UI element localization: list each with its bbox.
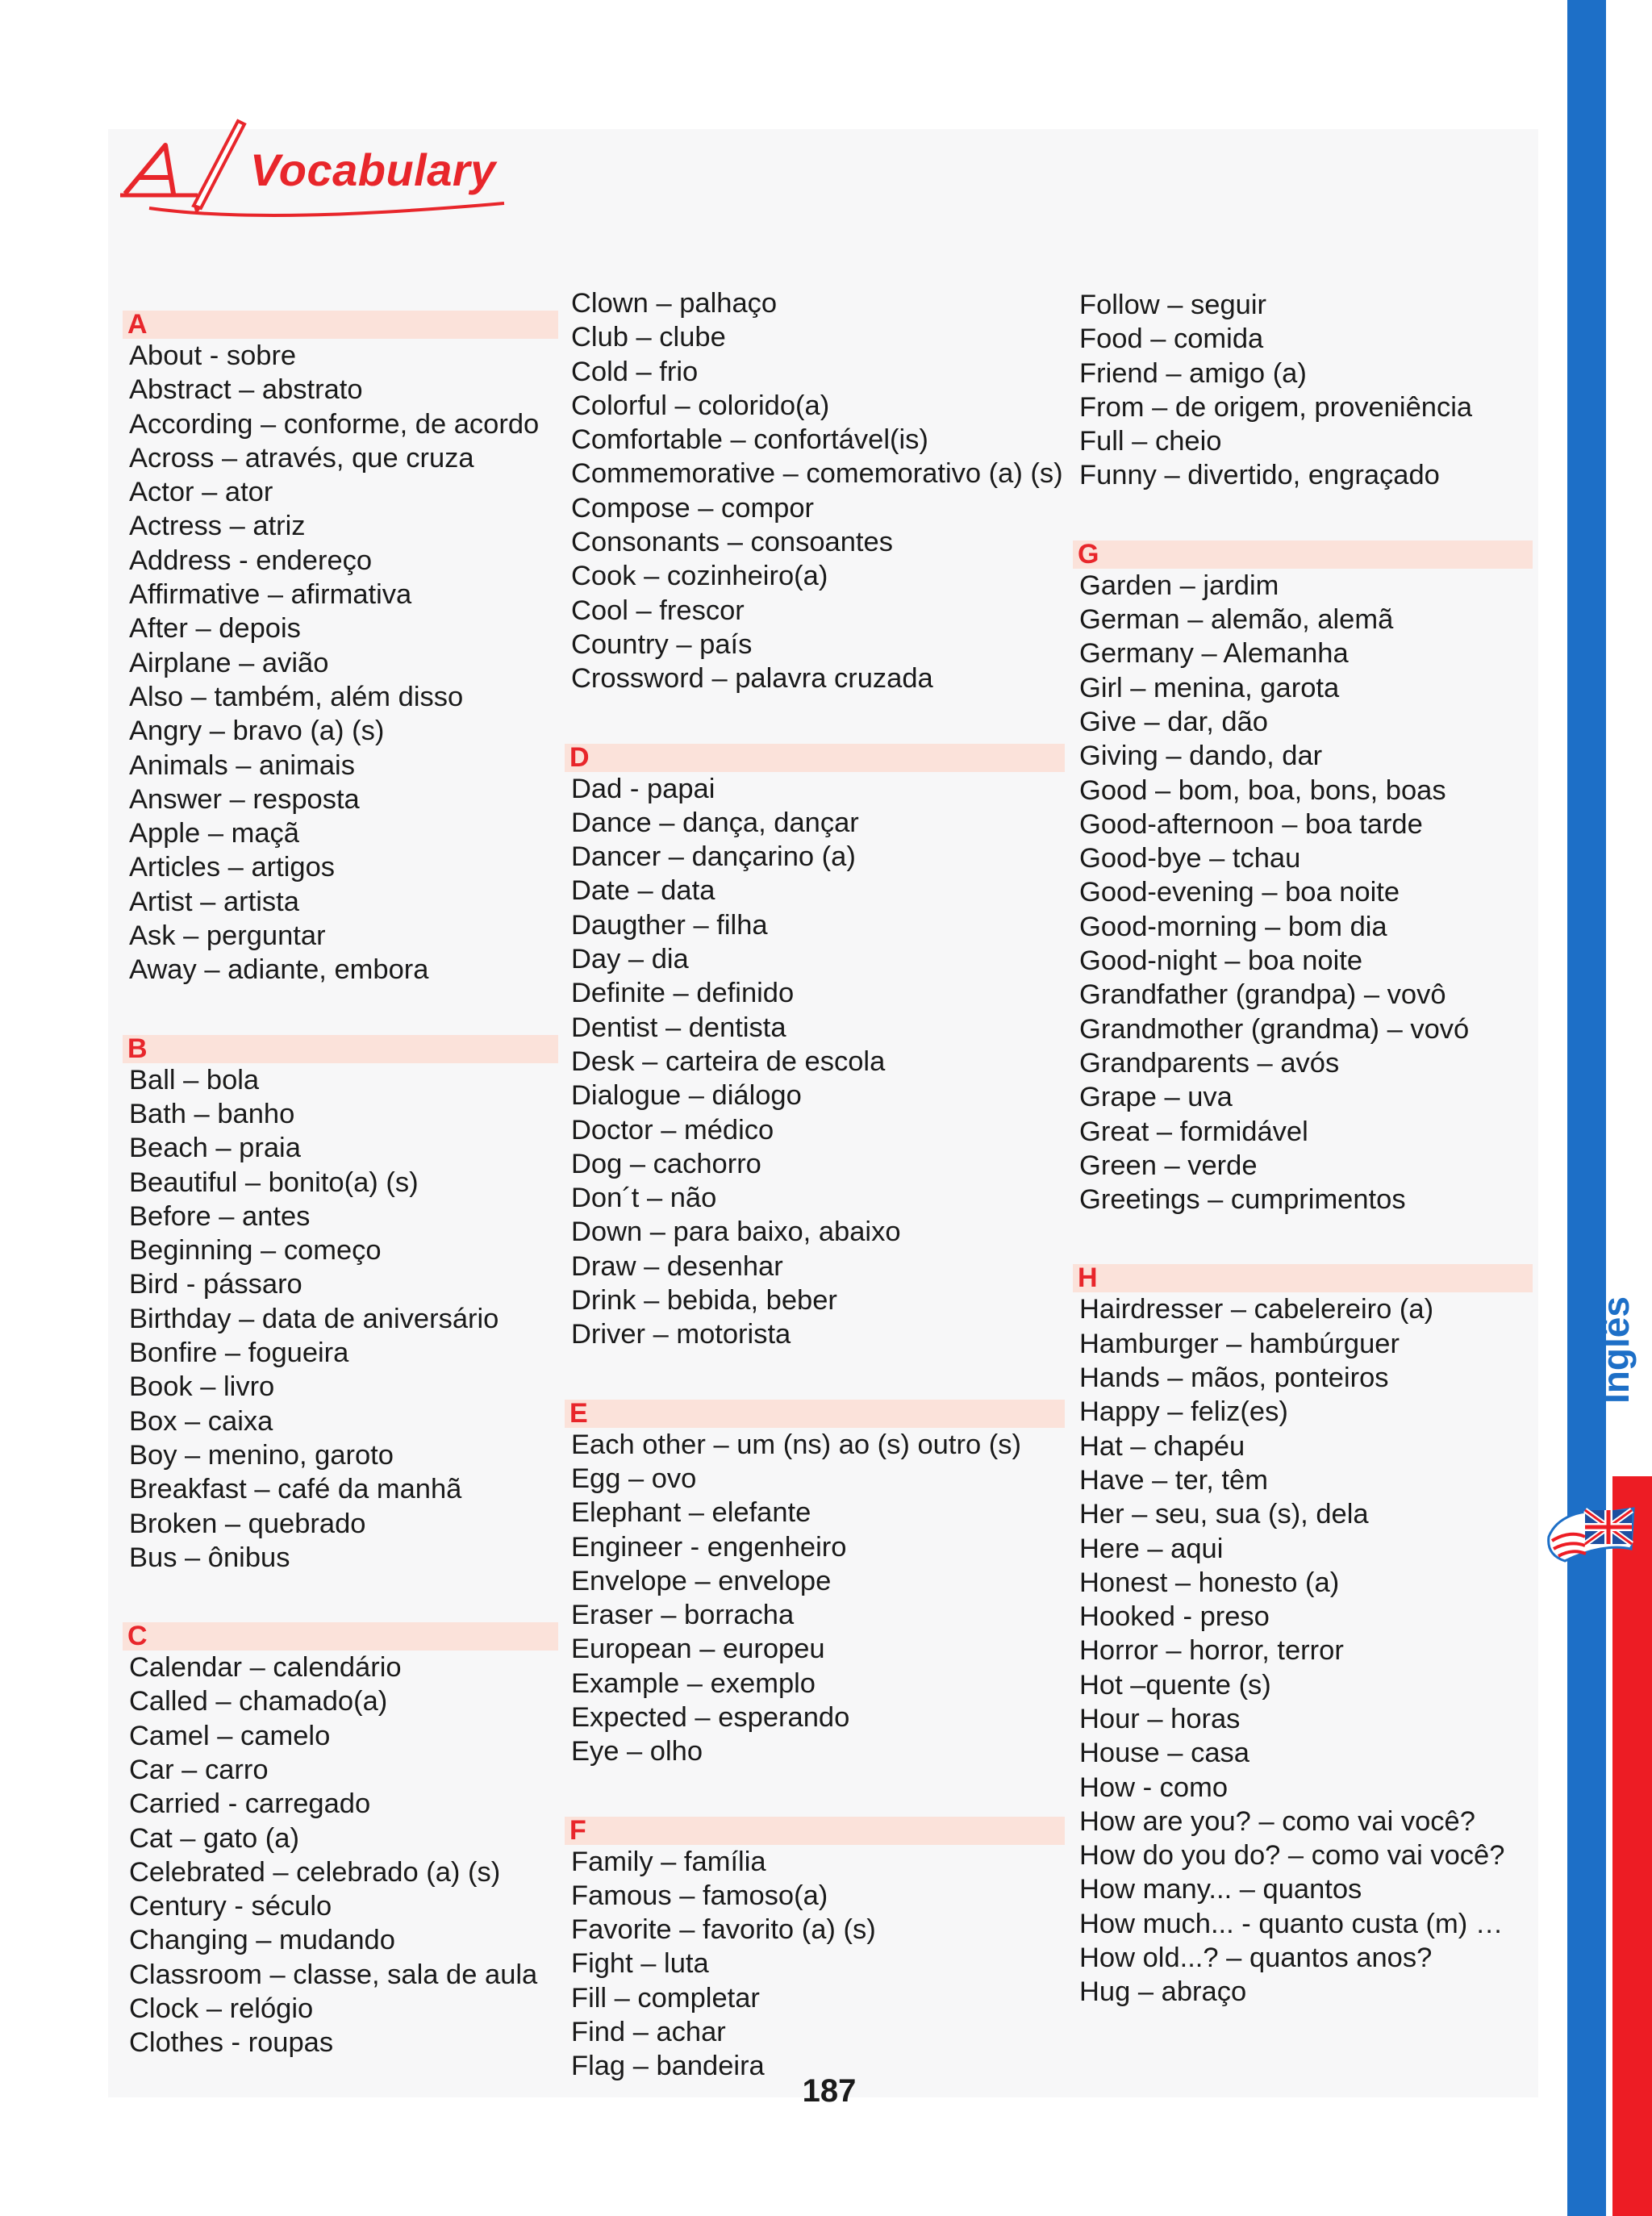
vocab-entry: Away – adiante, embora [129,954,429,986]
vocab-entry: Clock – relógio [129,1993,314,2025]
vocab-entry: Box – caixa [129,1405,273,1437]
vocab-entry: Century - século [129,1891,332,1922]
vocab-entry: Favorite – favorito (a) (s) [571,1914,876,1946]
vocab-entry: About - sobre [129,340,297,371]
vocab-entry: Garden – jardim [1079,570,1279,601]
vocab-entry: Angry – bravo (a) (s) [129,716,385,747]
vocab-entry: Address - endereço [129,545,373,576]
vocab-entry: Grandfather (grandpa) – vovô [1079,979,1446,1011]
vocab-entry: Drink – bebida, beber [571,1285,837,1317]
vocab-entry: Good-morning – bom dia [1079,911,1387,942]
vocab-entry: Down – para baixo, abaixo [571,1217,901,1248]
vocab-entry: Compose – compor [571,492,815,524]
vocab-entry: Germany – Alemanha [1079,638,1349,670]
vocab-column-1 [123,311,558,2060]
vocab-entry: Airplane – avião [129,647,329,678]
vocab-entry: Giving – dando, dar [1079,741,1323,772]
vocab-entry: Broken – quebrado [129,1508,366,1539]
vocab-column-2 [565,286,1065,2084]
vocab-entry: Good-evening – boa noite [1079,877,1400,908]
vocab-entry: How are you? – como vai você? [1079,1805,1475,1837]
vocab-entry: Bird - pássaro [129,1269,302,1300]
vocab-entry: Grandparents – avós [1079,1047,1340,1079]
vocab-entry: Egg – ovo [571,1463,697,1494]
vocab-entry: Hooked - preso [1079,1601,1270,1633]
vocab-entry: Consonants – consoantes [571,527,893,558]
vocab-entry: Commemorative – comemorativo (a) (s) [571,458,1063,490]
vocab-entry: Book – livro [129,1371,275,1403]
vocab-entry: Elephant – elefante [571,1497,811,1529]
vocab-entry: Good – bom, boa, bons, boas [1079,774,1446,806]
vocab-entry: According – conforme, de acordo [129,408,540,440]
vocab-entry: Driver – motorista [571,1319,791,1350]
vocab-entry: Called – chamado(a) [129,1686,388,1717]
vocab-entry: Comfortable – confortável(is) [571,424,928,456]
vocab-entry: After – depois [129,613,301,645]
vocab-entry: Ask – perguntar [129,920,326,952]
vocab-entry: Horror – horror, terror [1079,1635,1344,1667]
vocab-entry: Camel – camelo [129,1720,331,1751]
vocab-entry: German – alemão, alemã [1079,604,1394,636]
vocab-entry: Dance – dança, dançar [571,807,859,838]
vocab-entry: Apple – maçã [129,818,299,849]
section-entries-f-continued [1073,288,1533,493]
vocab-entry: Food – comida [1079,323,1264,355]
vocab-entry: Colorful – colorido(a) [571,390,830,421]
vocab-entry: Hands – mãos, ponteiros [1079,1363,1389,1394]
vocab-entry: Dancer – dançarino (a) [571,841,856,873]
vocab-entry: Grape – uva [1079,1082,1233,1113]
vocab-entry: Grandmother (grandma) – vovó [1079,1013,1470,1045]
vocab-entry: Car – carro [129,1754,269,1785]
section-entries-f [565,1845,1065,2084]
vocab-entry: Before – antes [129,1200,311,1232]
vocab-entry: Fill – completar [571,1982,760,2014]
vocab-entry: Animals – animais [129,749,355,781]
vocab-entry: Fight – luta [571,1948,709,1980]
vocab-entry: Flag – bandeira [571,2051,765,2082]
vocab-entry: Actor – ator [129,477,273,508]
vocab-entry: Articles – artigos [129,852,336,883]
vocab-entry: Affirmative – afirmativa [129,579,412,611]
section-header-b: B [123,1035,558,1063]
section-entries-g [1073,569,1533,1217]
vocab-entry: Cold – frio [571,356,699,387]
section-header-h: H [1073,1264,1533,1292]
vocab-entry: Crossword – palavra cruzada [571,663,933,695]
vocab-entry: Also – também, além disso [129,681,464,712]
vocab-entry: How old...? – quantos anos? [1079,1943,1433,1974]
section-entries-h [1073,1292,1533,2009]
side-bar-blue [1567,0,1606,2216]
vocab-entry: How do you do? – como vai você? [1079,1840,1505,1872]
vocab-entry: Example – exemplo [571,1667,816,1699]
vocab-entry: Celebrated – celebrado (a) (s) [129,1856,501,1888]
vocab-entry: Friend – amigo (a) [1079,357,1307,389]
vocab-entry: Eye – olho [571,1736,703,1767]
vocab-entry: Funny – divertido, engraçado [1079,460,1440,491]
vocab-entry: Good-night – boa noite [1079,945,1363,977]
vocab-entry: Classroom – classe, sala de aula [129,1959,538,1990]
vocab-entry: Dad - papai [571,773,715,804]
vocab-entry: Hairdresser – cabelereiro (a) [1079,1294,1434,1325]
vocab-entry: Definite – definido [571,978,795,1009]
vocab-entry: Clothes - roupas [129,2027,334,2059]
vocab-entry: Draw – desenhar [571,1250,783,1282]
vocab-entry: Follow – seguir [1079,290,1267,320]
vocab-entry: Answer – resposta [129,783,360,815]
vocab-entry: Desk – carteira de escola [571,1045,886,1077]
vocab-entry: Hat – chapéu [1079,1430,1245,1462]
vocab-entry: Boy – menino, garoto [129,1439,394,1471]
vocab-entry: How many... – quantos [1079,1874,1362,1905]
vocab-entry: Carried - carregado [129,1788,371,1820]
vocab-entry: Date – data [571,875,715,907]
vocab-entry: Beginning – começo [129,1235,382,1267]
vocab-entry: Honest – honesto (a) [1079,1567,1340,1598]
vocab-entry: Find – achar [571,2017,726,2048]
vocab-entry: Each other – um (ns) ao (s) outro (s) [571,1429,1021,1460]
vocab-entry: Birthday – data de aniversário [129,1303,499,1334]
side-bar-gap [1606,0,1612,2216]
vocab-entry: Dog – cachorro [571,1148,761,1179]
page-number: 187 [802,2073,857,2109]
vocab-entry: Abstract – abstrato [129,374,363,406]
vocab-entry: Bus – ônibus [129,1542,290,1573]
vocab-entry: Eraser – borracha [571,1600,795,1631]
subject-label: Inglês [1595,1296,1637,1404]
vocab-entry: Breakfast – café da manhã [129,1474,462,1505]
section-header-d: D [565,744,1065,772]
section-entries-e [565,1428,1065,1769]
vocab-entry: Actress – atriz [129,511,306,542]
vocab-entry: How much... - quanto custa (m) … [1079,1908,1504,1939]
vocab-entry: From – de origem, proveniência [1079,391,1473,423]
vocab-entry: How - como [1079,1772,1229,1803]
section-header-g: G [1073,540,1533,569]
vocab-entry: Here – aqui [1079,1533,1224,1564]
vocab-entry: Happy – feliz(es) [1079,1396,1288,1428]
vocab-entry: Give – dar, dão [1079,706,1268,737]
vocab-entry: Family – família [571,1846,766,1877]
vocab-entry: Expected – esperando [571,1701,850,1733]
vocab-entry: Good-bye – tchau [1079,843,1301,874]
section-entries-d [565,772,1065,1352]
vocab-entry: Daugther – filha [571,909,768,941]
section-entries-c [123,1651,558,2060]
vocab-entry: Famous – famoso(a) [571,1880,828,1911]
vocab-entry: Calendar – calendário [129,1652,402,1684]
vocab-entry: Cook – cozinheiro(a) [571,561,828,592]
vocab-entry: Her – seu, sua (s), dela [1079,1499,1369,1530]
vocab-entry: Cool – frescor [571,595,745,626]
section-entries-b [123,1063,558,1575]
vocab-entry: Bath – banho [129,1098,295,1129]
vocab-entry: Greetings – cumprimentos [1079,1184,1406,1216]
vocab-entry: Country – país [571,628,753,660]
vocab-entry: Great – formidável [1079,1116,1308,1147]
vocab-entry: Club – clube [571,322,726,353]
vocab-entry: Engineer - engenheiro [571,1531,847,1563]
vocab-entry: Across – através, que cruza [129,442,474,474]
section-entries-c-continued [565,286,1065,696]
vocab-entry: Changing – mudando [129,1925,395,1956]
side-bar-red [1612,1476,1652,2216]
vocab-entry: Have – ter, têm [1079,1464,1268,1496]
section-header-c: C [123,1622,558,1651]
flag-badge-icon [1541,1492,1637,1573]
vocab-entry: Good-afternoon – boa tarde [1079,808,1423,840]
vocab-entry: Hot –quente (s) [1079,1669,1271,1701]
vocab-entry: Doctor – médico [571,1114,774,1146]
section-header-a: A [123,311,558,339]
vocab-entry: Artist – artista [129,886,299,917]
vocab-entry: Dialogue – diálogo [571,1080,802,1112]
section-header-e: E [565,1400,1065,1428]
vocab-entry: Don´t – não [571,1183,717,1214]
vocab-entry: Bonfire – fogueira [129,1338,349,1369]
vocab-entry: Green – verde [1079,1150,1258,1181]
vocab-column-3 [1073,288,1533,2009]
vocab-entry: Day – dia [571,944,689,975]
vocab-entry: Hamburger – hambúrguer [1079,1328,1400,1359]
section-entries-a [123,339,558,987]
vocab-entry: Ball – bola [129,1064,260,1095]
vocab-entry: Clown – palhaço [571,288,778,319]
vocab-entry: Girl – menina, garota [1079,672,1340,703]
vocab-entry: Beautiful – bonito(a) (s) [129,1166,419,1198]
vocab-entry: Cat – gato (a) [129,1822,299,1854]
section-header-f: F [565,1817,1065,1845]
vocab-entry: Full – cheio [1079,426,1222,457]
vocab-entry: Envelope – envelope [571,1565,832,1596]
vocab-entry: Hour – horas [1079,1703,1241,1734]
vocab-entry: Beach – praia [129,1133,301,1164]
vocab-entry: European – europeu [571,1634,825,1665]
vocab-entry: Dentist – dentista [571,1012,786,1043]
vocab-entry: Hug – abraço [1079,1976,1247,2008]
vocab-entry: House – casa [1079,1738,1249,1769]
page-title: Vocabulary [250,144,496,195]
